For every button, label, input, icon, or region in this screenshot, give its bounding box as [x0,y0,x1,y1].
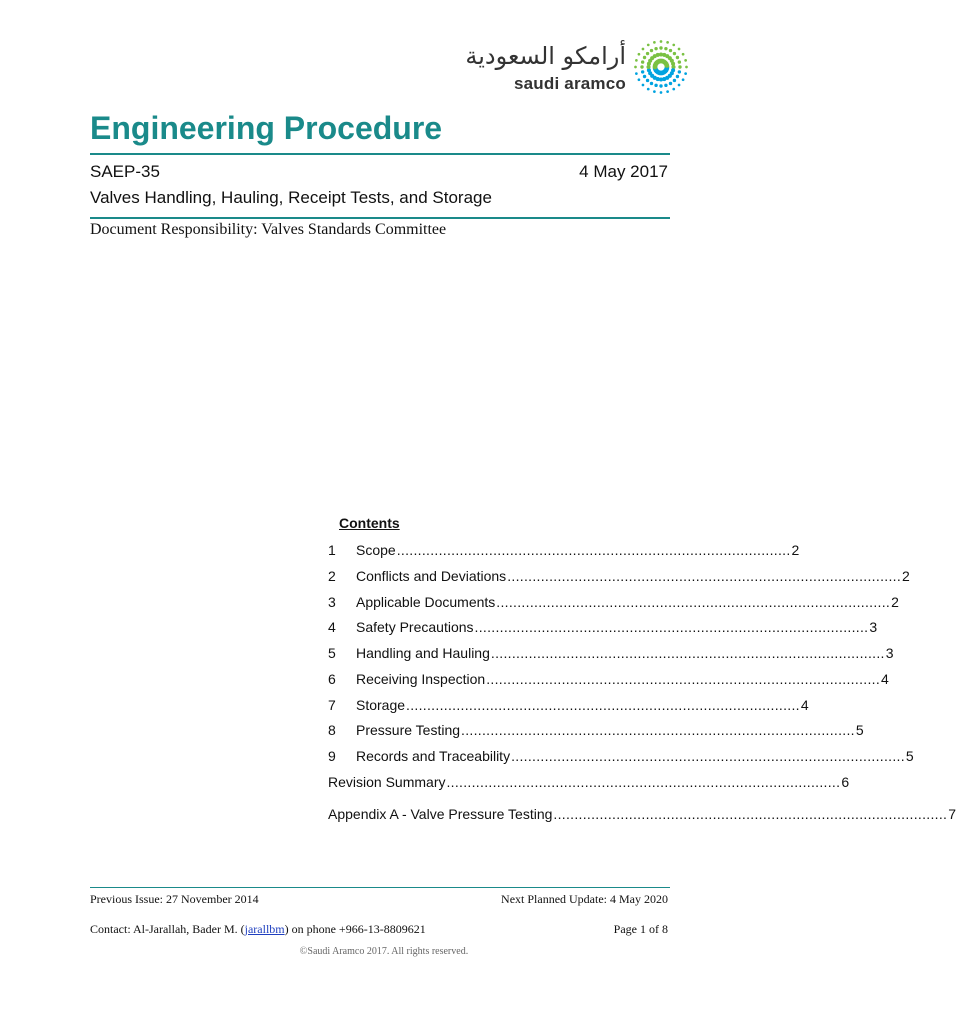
page-title: Engineering Procedure [90,110,443,146]
toc-leader-dots: .............................................................................................. [553,805,948,822]
toc-leader-dots: .............................................................................................. [507,567,902,584]
toc-item-revision-summary[interactable] [328,773,850,806]
logo-dot [659,46,662,49]
toc-item-number: 8 [328,722,336,739]
logo-dot [647,88,650,91]
toc-leader-dots: .............................................................................................. [490,645,885,661]
logo-dot [659,84,662,87]
logo-dot [684,59,687,62]
logo-dot [664,47,667,50]
document-date: 4 May 2017 [579,162,668,181]
toc-item-number: 7 [328,696,336,713]
toc-item-label: Storage [356,696,406,713]
logo-dot [643,56,646,59]
logo-dot [643,75,646,78]
contact-suffix: ) on phone +966-13-8809621 [284,922,426,936]
toc-item-page: 5 [855,722,864,739]
toc-item-number: 5 [328,645,336,661]
logo-dot [669,82,672,85]
toc-item-number: 2 [328,567,336,584]
logo-dot [666,41,669,44]
toc-item-number: 3 [328,593,336,610]
toc-item-label: Revision Summary [328,773,446,790]
logo-dot [641,60,644,63]
logo-dot [650,82,653,85]
toc-item-number: 4 [328,619,336,636]
toc-item-label: Pressure Testing [356,722,461,739]
logo-dot [664,84,667,87]
toc-item-page: 2 [902,567,910,584]
logo-dot [676,75,679,78]
document-responsibility: Document Responsibility: Valves Standards Committee [90,221,447,238]
logo-dot [642,84,645,87]
logo-dot [673,52,676,55]
next-planned-update: Next Planned Update: 4 May 2020 [501,892,668,906]
page-number: Page 1 of 8 [613,922,668,936]
toc-leader-dots: .............................................................................................. [496,593,891,610]
toc-item[interactable] [328,722,864,748]
logo-dot [634,66,637,69]
logo-dot [638,78,641,81]
aramco-star-icon [630,36,692,98]
logo-dot [646,52,649,55]
logo-dot [678,48,681,51]
toc-item[interactable] [328,593,899,620]
toc-item-number: 1 [328,542,336,558]
toc-item-label: Records and Traceability [356,748,511,764]
logo-dot [642,48,645,51]
toc-item[interactable] [328,748,914,774]
toc-item[interactable] [328,696,809,723]
table-of-contents [328,542,956,832]
logo-dot [635,72,638,75]
logo-dot [664,63,669,68]
logo-dot [682,53,685,56]
logo-dot [653,41,656,44]
logo-dot [641,70,644,73]
toc-item-label: Conflicts and Deviations [356,567,507,584]
toc-item[interactable] [328,567,910,594]
contact-email-link[interactable]: jarallbm [244,922,285,936]
contact-prefix: Contact: Al-Jarallah, Bader M. ( [90,922,245,936]
toc-item-page: 6 [841,773,850,790]
logo-dot [640,65,643,68]
logo-dot [635,59,638,62]
toc-item-label: Safety Precautions [356,619,474,636]
logo-dot [673,79,676,82]
toc-item-label: Handling and Hauling [356,645,490,661]
logo-dot [638,53,641,56]
toc-item-number: 9 [328,748,336,764]
logo-dot [647,44,650,47]
toc-item-page: 2 [891,593,899,610]
logo-dot [678,70,681,73]
toc-item-page: 4 [800,696,809,713]
logo-arabic-text: أرامكو السعودية [465,42,626,70]
footer-divider [90,887,670,888]
logo-dot [672,88,675,91]
toc-item[interactable] [328,542,800,568]
toc-item-page: 5 [905,748,914,764]
toc-leader-dots: .............................................................................................. [406,696,800,713]
logo-dot [646,79,649,82]
toc-item-page: 3 [869,619,878,636]
toc-leader-dots: .............................................................................................. [474,619,869,636]
logo-dot [660,40,663,43]
copyright-notice: ©Saudi Aramco 2017. All rights reserved. [299,946,469,957]
toc-item[interactable] [328,645,894,671]
document-subtitle: Valves Handling, Hauling, Receipt Tests, and Storage [90,188,492,207]
logo-dot [685,66,688,69]
logo-dot [654,47,657,50]
logo-dot [654,84,657,87]
toc-item-page: 7 [948,805,956,822]
logo-dot [678,84,681,87]
toc-item-label: Receiving Inspection [356,670,486,687]
toc-leader-dots: .............................................................................................. [446,773,841,790]
logo-dot [682,78,685,81]
contact-info [90,922,426,937]
logo-dot [671,62,675,66]
logo-dot [678,65,681,68]
contents-heading: Contents [339,515,400,531]
logo-dot [684,72,687,75]
logo-dot [650,49,653,52]
logo-dot [666,90,669,93]
previous-issue: Previous Issue: 27 November 2014 [90,892,259,906]
logo-dot [676,56,679,59]
toc-leader-dots: .............................................................................................. [511,748,905,764]
toc-item[interactable] [328,670,889,697]
saudi-aramco-logo [465,36,692,96]
logo-english-text: saudi aramco [513,74,626,93]
toc-item-number: 6 [328,670,336,687]
toc-item-page: 3 [885,645,894,661]
toc-leader-dots: .............................................................................................. [396,542,791,558]
logo-dot [672,44,675,47]
title-divider [90,153,670,155]
toc-item-label: Scope [356,542,396,558]
toc-item-page: 2 [791,542,800,558]
toc-leader-dots: .............................................................................................. [486,670,881,687]
logo-dot [669,49,672,52]
logo-dot [660,91,663,94]
toc-item[interactable] [328,619,878,645]
toc-leader-dots: .............................................................................................. [461,722,855,739]
toc-item-page: 4 [881,670,889,687]
toc-item-appendix-a[interactable] [328,805,956,832]
logo-dot [653,90,656,93]
logo-dot [678,60,681,63]
subtitle-divider [90,217,670,219]
toc-item-label: Applicable Documents [356,593,496,610]
toc-item-label: Appendix A - Valve Pressure Testing [328,805,553,822]
document-id: SAEP-35 [90,162,160,181]
